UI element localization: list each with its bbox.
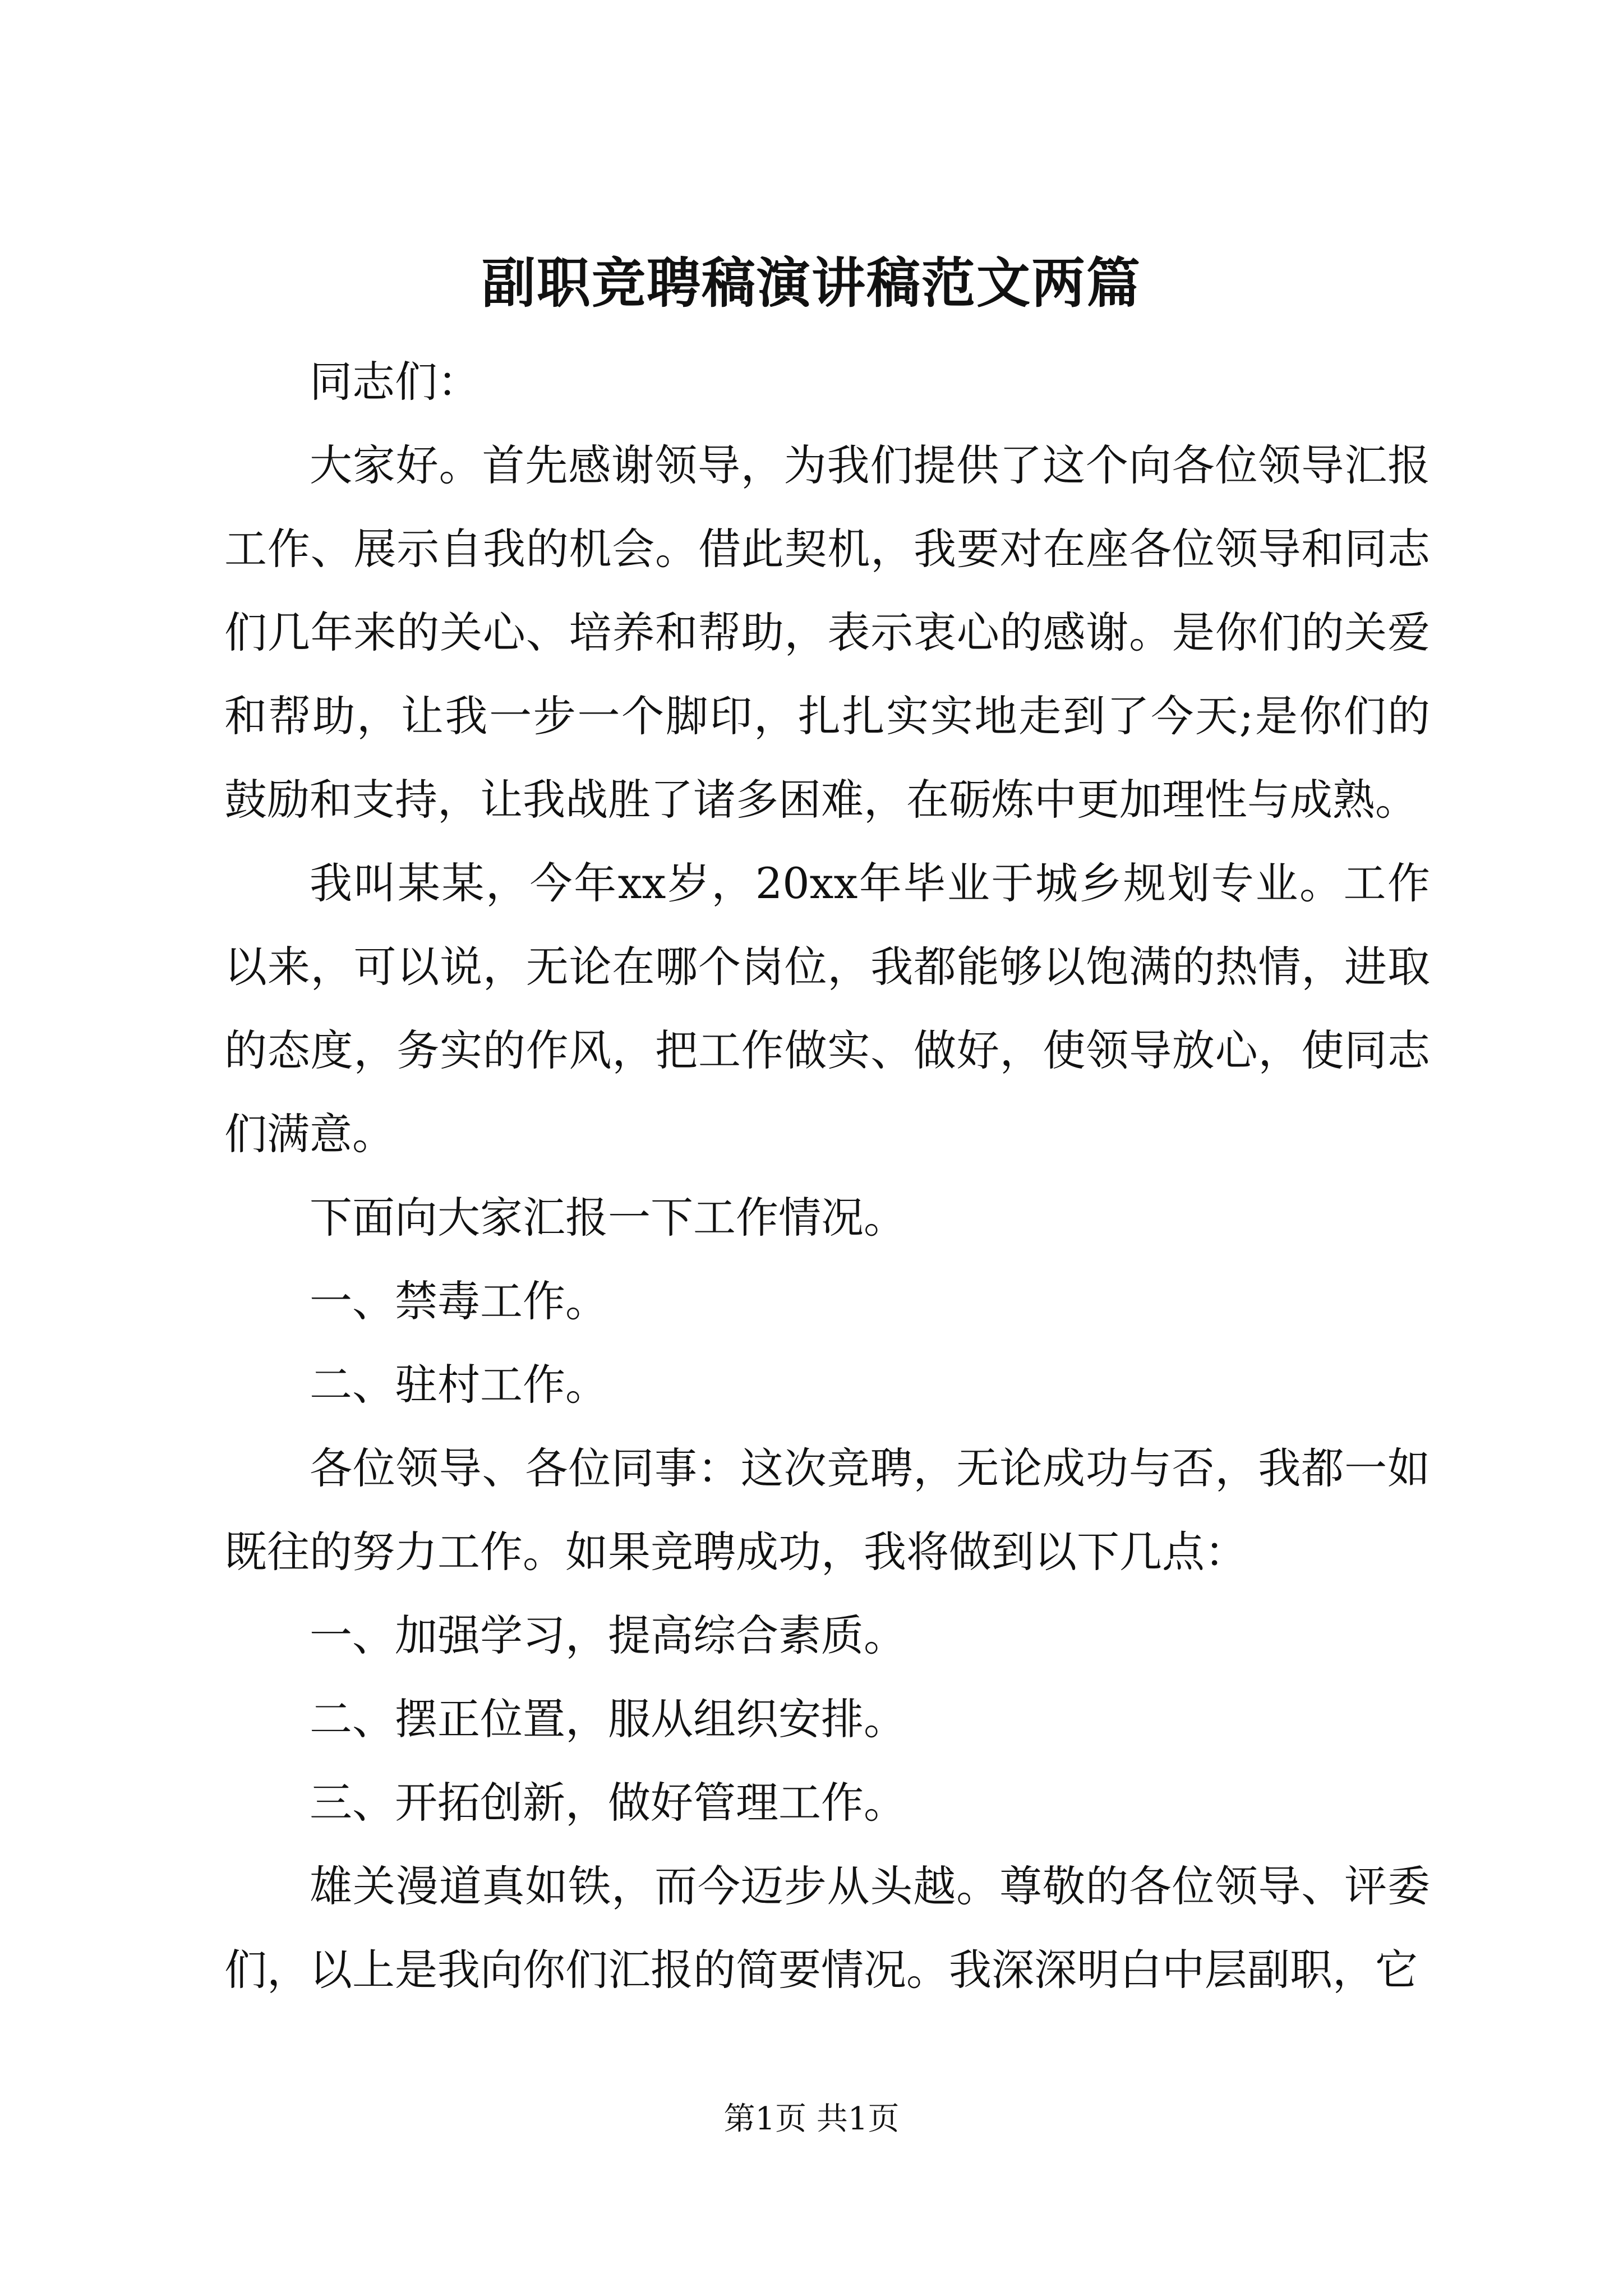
- paragraph-commitment: 各位领导、各位同事：这次竞聘，无论成功与否，我都一如既往的努力工作。如果竞聘成功，我将做到以下几点：: [224, 1443, 1430, 1577]
- document-title: 副职竞聘稿演讲稿范文两篇: [482, 251, 1141, 315]
- list-item-plan-1: 一、加强学习，提高综合素质。: [310, 1611, 906, 1660]
- paragraph-salutation: 同志们：: [310, 357, 480, 407]
- list-item-work-1: 一、禁毒工作。: [310, 1276, 608, 1326]
- list-item-work-2: 二、驻村工作。: [310, 1360, 608, 1410]
- paragraph-introduction: 我叫某某，今年xx岁，20xx年毕业于城乡规划专业。工作以来，可以说，无论在哪个岗位，我都能够以饱满的热情，进取的态度，务实的作风，把工作做实、做好，使领导放心，使同志们满意。: [224, 858, 1430, 1159]
- page-footer: 第1页 共1页: [723, 2101, 900, 2137]
- list-item-plan-2: 二、摆正位置，服从组织安排。: [310, 1694, 906, 1744]
- paragraph-greeting: 大家好。首先感谢领导，为我们提供了这个向各位领导汇报工作、展示自我的机会。借此契机，我要对在座各位领导和同志们几年来的关心、培养和帮助，表示衷心的感谢。是你们的关爱和帮助，让我一步一个脚印，扎扎实实地走到了今天;是你们的鼓励和支持，让我战胜了诸多困难，在砺炼中更加理性与成熟。: [224, 440, 1430, 825]
- list-item-plan-3: 三、开拓创新，做好管理工作。: [310, 1778, 906, 1828]
- document-body: [224, 340, 1430, 2012]
- paragraph-report-intro: 下面向大家汇报一下工作情况。: [310, 1193, 906, 1243]
- paragraph-closing: 雄关漫道真如铁，而今迈步从头越。尊敬的各位领导、评委们，以上是我向你们汇报的简要情况。我深深明白中层副职，它: [224, 1861, 1430, 1995]
